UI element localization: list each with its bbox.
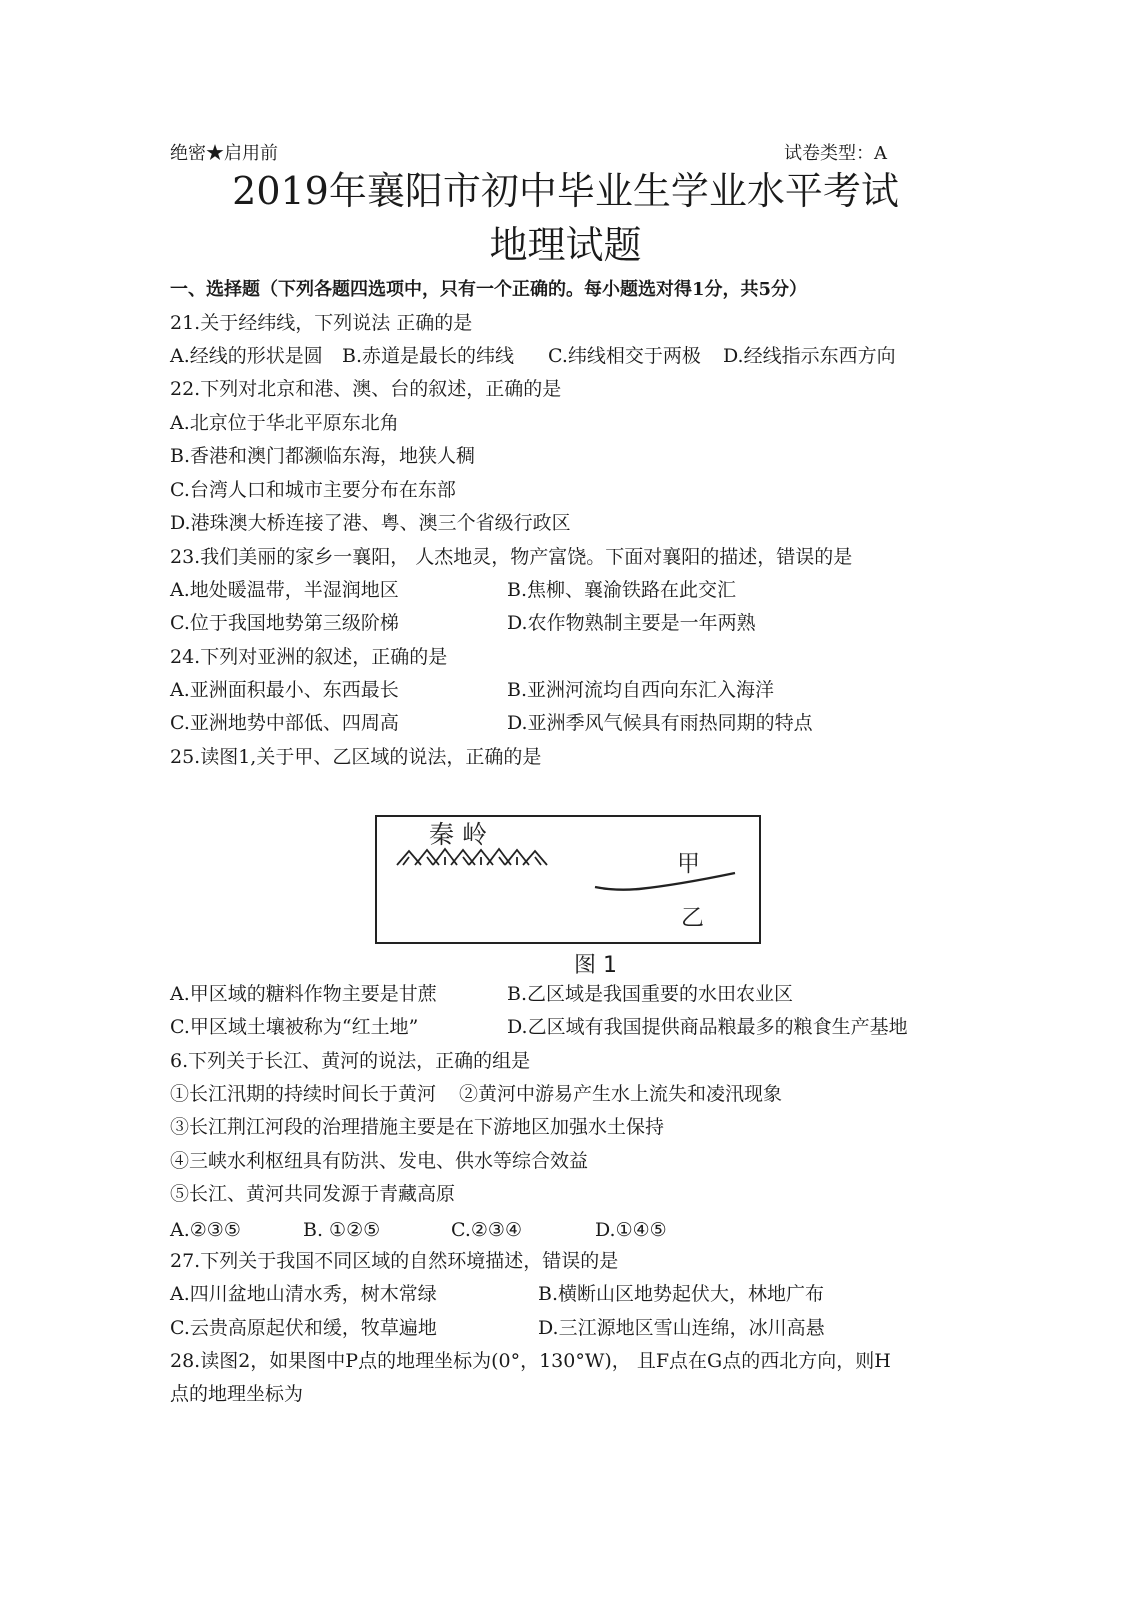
q22-stem: 22.下列对北京和港、澳、台的叙述，正确的是 — [170, 378, 562, 400]
q26-statement-5: ⑤长江、黄河共同发源于青藏高原 — [170, 1183, 456, 1205]
q27-option-a: A.四川盆地山清水秀，树木常绿 — [170, 1283, 437, 1305]
q24-option-d: D.亚洲季风气候具有雨热同期的特点 — [507, 712, 813, 734]
q26-option-a: A.②③⑤ — [170, 1219, 241, 1241]
qinling-huaihe-line — [595, 873, 735, 890]
q21-option-b: B.赤道是最长的纬线 — [342, 345, 515, 367]
region-yi-label: 乙 — [681, 905, 704, 931]
subject-title: 地理试题 — [489, 223, 642, 267]
q26-statement-2: ②黄河中游易产生水上流失和凌汛现象 — [459, 1083, 783, 1105]
confidential-mark: 绝密★启用前 — [170, 143, 278, 164]
q25-option-b: B.乙区域是我国重要的水田农业区 — [507, 983, 794, 1005]
q23-stem: 23.我们美丽的家乡一襄阳， 人杰地灵，物产富饶。下面对襄阳的描述，错误的是 — [170, 546, 853, 568]
q28-stem-line2: 点的地理坐标为 — [170, 1383, 304, 1405]
q26-statement-3: ③长江荆江河段的治理措施主要是在下游地区加强水土保持 — [170, 1116, 665, 1138]
q27-stem: 27.下列关于我国不同区域的自然环境描述，错误的是 — [170, 1250, 619, 1272]
q21-option-d: D.经线指示东西方向 — [723, 345, 896, 367]
q25-option-d: D.乙区域有我国提供商品粮最多的粮食生产基地 — [507, 1016, 908, 1038]
q27-row1 — [170, 1282, 825, 1306]
q23-option-d: D.农作物熟制主要是一年两熟 — [507, 612, 756, 634]
q23-option-c: C.位于我国地势第三级阶梯 — [170, 612, 399, 634]
q24-option-a: A.亚洲面积最小、东西最长 — [170, 679, 399, 701]
q27-option-c: C.云贵高原起伏和缓，牧草遍地 — [170, 1317, 437, 1339]
q27-option-b: B.横断山区地势起伏大，林地广布 — [538, 1283, 825, 1305]
q26-stem: 6.下列关于长江、黄河的说法，正确的组是 — [170, 1050, 531, 1072]
q26-statement-4: ④三峡水利枢纽具有防洪、发电、供水等综合效益 — [170, 1150, 589, 1172]
q26-option-c: C.②③④ — [451, 1219, 522, 1241]
q22-option-a: A.北京位于华北平原东北角 — [170, 412, 399, 434]
q23-option-b: B.焦柳、襄渝铁路在此交汇 — [507, 579, 737, 601]
mountain-range-icon — [397, 849, 547, 865]
q26-statement-1: ①长江汛期的持续时间长于黄河 — [170, 1083, 437, 1105]
q26-option-b: B. ①②⑤ — [303, 1219, 381, 1241]
paper-type: 试卷类型：A — [784, 143, 887, 164]
q21-option-a: A.经线的形状是圆 — [170, 345, 323, 367]
qinling-label: 秦 岭 — [429, 820, 487, 849]
q21-option-c: C.纬线相交于两极 — [548, 345, 701, 367]
q23-row1 — [170, 578, 737, 602]
q21-stem: 21.关于经纬线，下列说法 正确的是 — [170, 312, 473, 334]
q23-option-a: A.地处暖温带，半湿润地区 — [170, 579, 399, 601]
q22-option-b: B.香港和澳门都濒临东海，地狭人稠 — [170, 445, 476, 467]
q25-stem: 25.读图1,关于甲、乙区域的说法，正确的是 — [170, 746, 542, 768]
figure-1-box — [375, 815, 761, 944]
q24-row2 — [170, 711, 813, 735]
q27-option-d: D.三江源地区雪山连绵，冰川高悬 — [538, 1317, 825, 1339]
q21-options — [170, 344, 896, 368]
q22-option-d: D.港珠澳大桥连接了港、粤、澳三个省级行政区 — [170, 512, 571, 534]
q22-option-c: C.台湾人口和城市主要分布在东部 — [170, 479, 456, 501]
q24-row1 — [170, 678, 775, 702]
q28-stem-line1: 28.读图2，如果图中P点的地理坐标为(0°，130°W)， 且F点在G点的西北方向，则H — [170, 1350, 891, 1372]
q26-statements-row1 — [170, 1082, 783, 1106]
q27-row2 — [170, 1316, 825, 1340]
q25-option-a: A.甲区域的糖料作物主要是甘蔗 — [170, 983, 437, 1005]
q25-row1 — [170, 982, 794, 1006]
q23-row2 — [170, 611, 756, 635]
exam-title: 2019年襄阳市初中毕业生学业水平考试 — [232, 169, 899, 213]
q24-option-c: C.亚洲地势中部低、四周高 — [170, 712, 399, 734]
figure-1-caption: 图 1 — [574, 953, 617, 978]
q26-option-d: D.①④⑤ — [595, 1219, 667, 1241]
q24-stem: 24.下列对亚洲的叙述，正确的是 — [170, 646, 448, 668]
q24-option-b: B.亚洲河流均自西向东汇入海洋 — [507, 679, 775, 701]
region-jia-label: 甲 — [677, 851, 700, 877]
q25-option-c: C.甲区域土壤被称为“红土地” — [170, 1016, 419, 1038]
q26-options — [170, 1218, 667, 1242]
q25-row2 — [170, 1015, 908, 1039]
section-heading: 一、选择题（下列各题四选项中，只有一个正确的。每小题选对得1分，共5分） — [170, 279, 808, 300]
